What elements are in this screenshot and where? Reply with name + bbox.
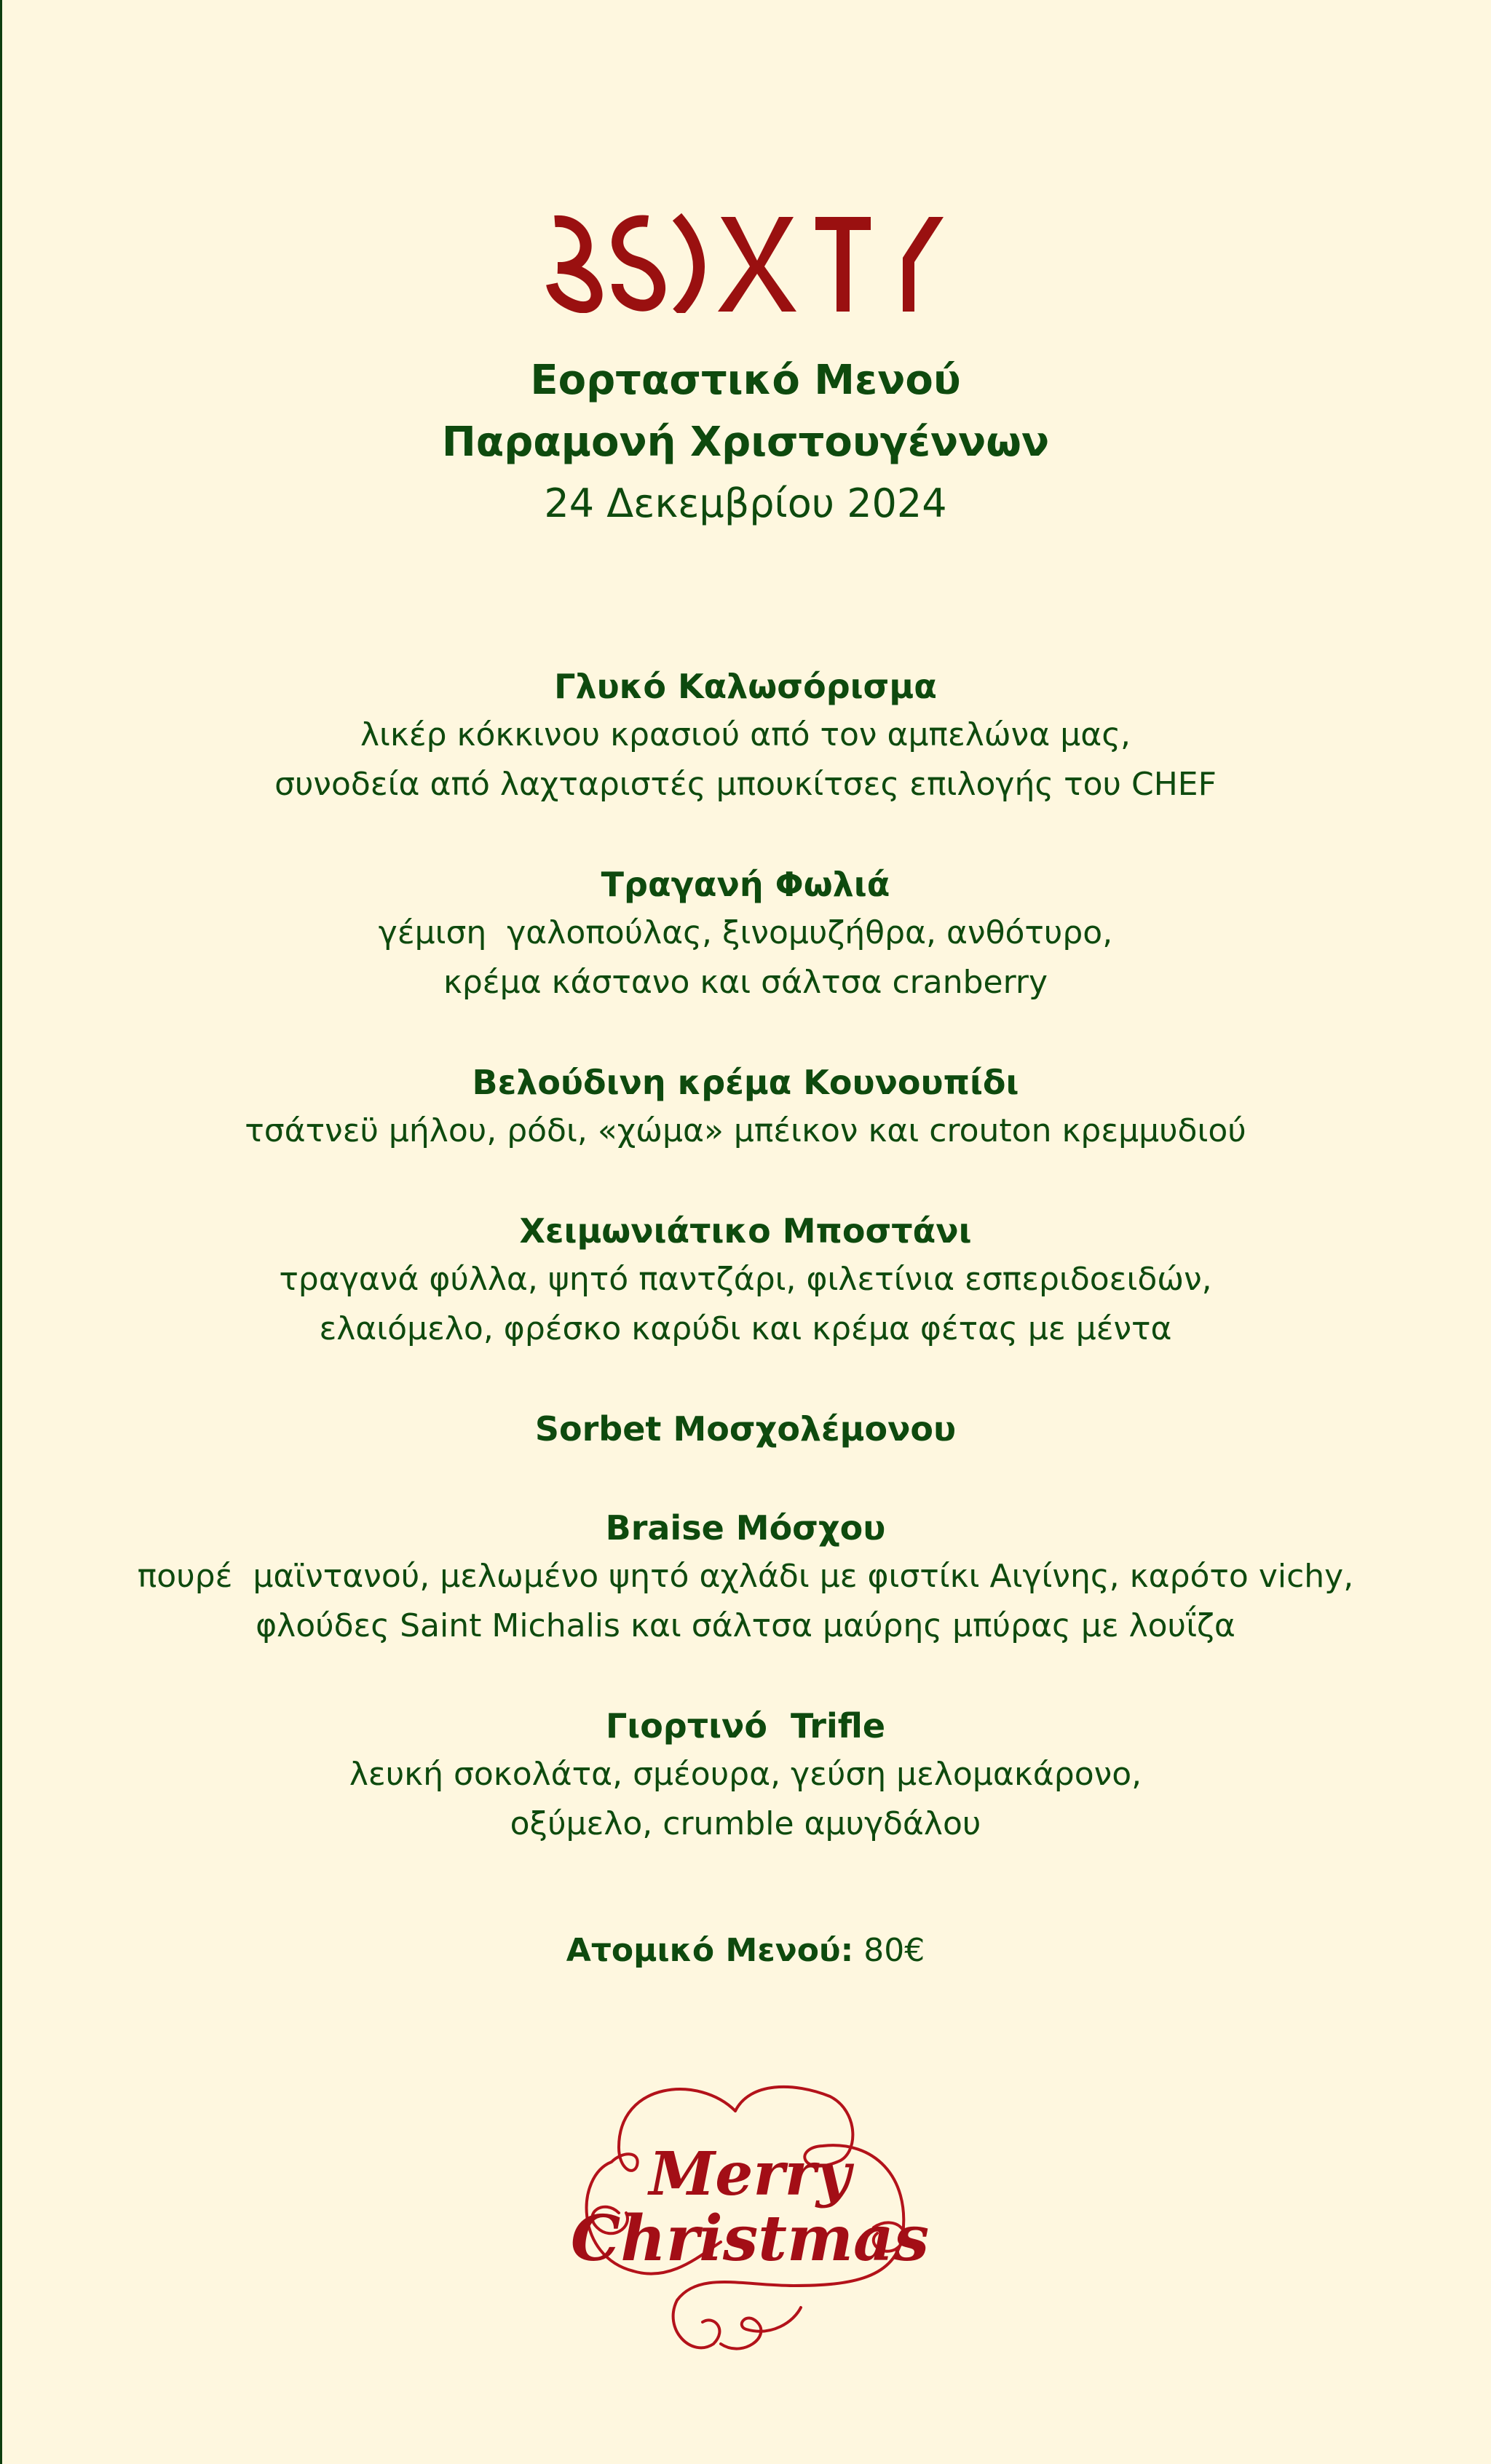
course-name: Γλυκό Καλωσόρισμα — [554, 667, 937, 706]
course-description: κρέμα κάστανο και σάλτσα cranberry — [443, 964, 1048, 1001]
menu-date: 24 Δεκεμβρίου 2024 — [544, 480, 947, 526]
merry-christmas-icon — [553, 2067, 946, 2373]
menu-title: Εορταστικό Μενού — [530, 357, 961, 404]
course-description: τσάτνεϋ μήλου, ρόδι, «χώμα» μπέικον και crouton κρεμμυδιού — [245, 1112, 1246, 1149]
price-label: Ατομικό Μενού: — [566, 1932, 854, 1969]
course-description: γέμιση γαλοπούλας, ξινομυζήθρα, ανθότυρο, — [378, 914, 1113, 951]
course-name: Βελούδινη κρέμα Κουνουπίδι — [472, 1063, 1019, 1102]
course-name: Braise Μόσχου — [605, 1508, 886, 1548]
menu-subtitle: Παραμονή Χριστουγέννων — [441, 419, 1050, 466]
restaurant-logo — [0, 211, 1491, 316]
course-description: φλούδες Saint Michalis και σάλτσα μαύρης μπύρας με λουΐζα — [256, 1607, 1235, 1644]
course-description: πουρέ μαϊντανού, μελωμένο ψητό αχλάδι με φιστίκι Αιγίνης, καρότο vichy, — [137, 1558, 1354, 1595]
course-description: λικέρ κόκκινου κρασιού από τον αμπελώνα μας, — [360, 716, 1131, 753]
course-description: οξύμελο, crumble αμυγδάλου — [510, 1805, 981, 1842]
course-description: λευκή σοκολάτα, σμέουρα, γεύση μελομακάρονο, — [349, 1756, 1142, 1793]
menu-price — [0, 1932, 1491, 1969]
course-description: τραγανά φύλλα, ψητό παντζάρι, φιλετίνια εσπεριδοειδών, — [279, 1261, 1212, 1298]
greeting-line-2: Christmas — [570, 2202, 930, 2275]
greeting-line-1: Merry — [649, 2139, 851, 2209]
course-name: Τραγανή Φωλιά — [601, 865, 890, 904]
course-description: συνοδεία από λαχταριστές μπουκίτσες επιλογής του CHEF — [274, 766, 1217, 803]
course-name: Χειμωνιάτικο Μποστάνι — [519, 1211, 972, 1251]
course-name: Γιορτινό Trifle — [605, 1706, 886, 1746]
logo-mark-icon — [542, 211, 949, 313]
course-name: Sorbet Μοσχολέμονου — [534, 1409, 957, 1449]
course-description: ελαιόμελο, φρέσκο καρύδι και κρέμα φέτας με μέντα — [319, 1310, 1172, 1347]
price-value: 80€ — [853, 1932, 925, 1969]
